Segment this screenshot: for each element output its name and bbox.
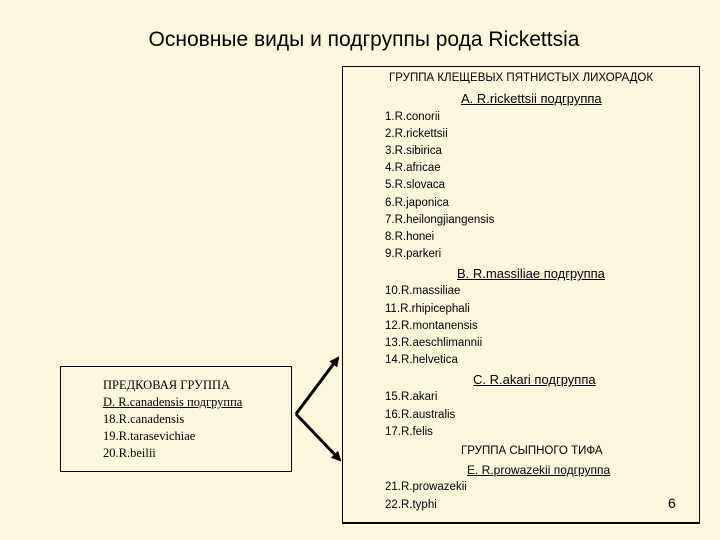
species-item: 21.R.prowazekii [385,481,467,493]
ancestral-group-box [60,366,292,472]
species-item: 22.R.typhi [385,499,437,511]
page-title: Основные виды и подгруппы рода Rickettsia [148,28,580,51]
species-item: 12.R.montanensis [385,320,478,332]
subgroup-a-heading: A. R.rickettsii подгруппа [461,91,602,106]
arrow-down [296,414,340,460]
ancestral-subgroup: D. R.canadensis подгруппа [103,395,243,409]
species-item: 9.R.parkeri [385,248,442,260]
species-item: 2.R.rickettsii [385,128,448,140]
species-item: 4.R.africae [385,162,441,174]
species-item: 18.R.canadensis [103,412,185,426]
species-item: 15.R.akari [385,391,438,403]
subgroup-c-heading: C. R.akari подгруппа [473,372,596,387]
species-item: 20.R.beilii [103,446,156,460]
species-item: 11.R.rhipicephali [385,303,470,315]
subgroup-e-heading: E. R.prowazekii подгруппа [467,463,611,477]
species-item: 1.R.conorii [385,111,440,123]
species-item: 19.R.tarasevichiae [103,429,196,443]
arrow-up [296,358,338,414]
species-item: 14.R.helvetica [385,354,458,366]
ancestral-group-heading: ПРЕДКОВАЯ ГРУППА [103,378,231,392]
species-item: 10.R.massiliae [385,285,461,297]
species-item: 7.R.heilongjiangensis [385,214,495,226]
typhus-group-heading: ГРУППА СЫПНОГО ТИФА [461,445,603,457]
species-item: 16.R.australis [385,409,456,421]
page-number: 6 [668,495,676,511]
species-item: 5.R.slovaca [385,179,446,191]
main-groups-box [342,66,700,524]
subgroup-b-heading: B. R.massiliae подгруппа [457,266,605,281]
species-item: 3.R.sibirica [385,145,442,157]
species-item: 8.R.honei [385,231,435,243]
species-item: 13.R.aeschlimannii [385,337,483,349]
species-item: 6.R.japonica [385,197,449,209]
spotted-fever-group-heading: ГРУППА КЛЕЩЕВЫХ ПЯТНИСТЫХ ЛИХОРАДОК [389,72,654,84]
species-item: 17.R.felis [385,426,433,438]
